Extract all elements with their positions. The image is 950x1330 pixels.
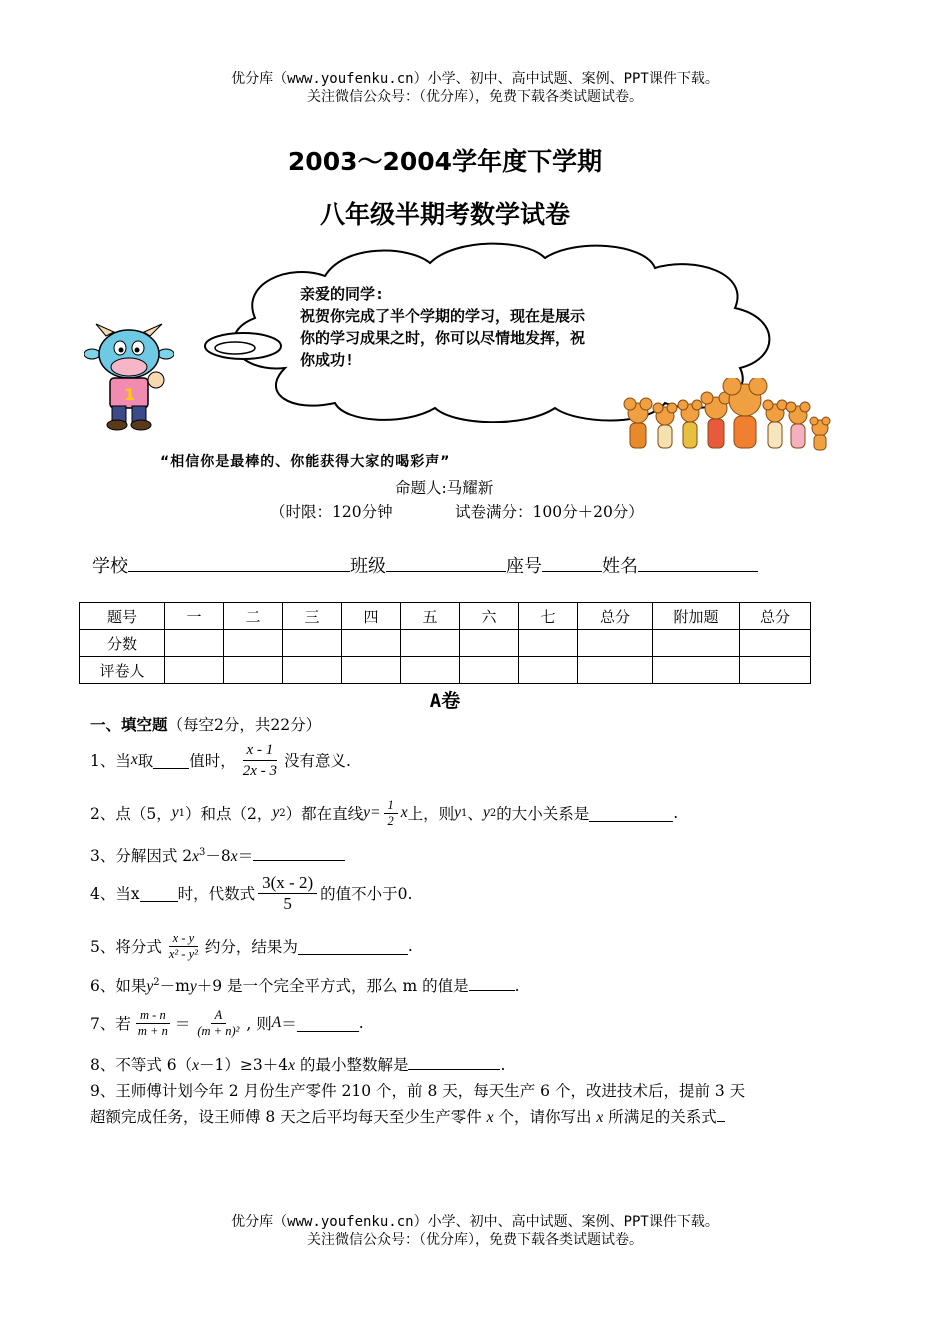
q7-fraction-1 bbox=[134, 1008, 172, 1039]
question-5 bbox=[90, 924, 413, 968]
q7-fraction-2 bbox=[193, 1008, 243, 1039]
table-cell[interactable] bbox=[401, 657, 460, 684]
table-cell[interactable] bbox=[740, 657, 811, 684]
q2-sub2b: 2 bbox=[489, 807, 497, 819]
q2-blank[interactable] bbox=[589, 805, 673, 822]
q1-text-d: 没有意义. bbox=[283, 752, 351, 770]
table-cell[interactable] bbox=[653, 630, 740, 657]
q4-text-a: 4、当x bbox=[90, 885, 140, 903]
q8-x2: x bbox=[288, 1057, 296, 1074]
mice-family-image bbox=[620, 378, 835, 460]
q2-sub1b: 1 bbox=[461, 807, 468, 819]
motto: “相信你是最棒的、你能获得大家的喝彩声” bbox=[160, 454, 451, 470]
q9-text-c: 所满足的关系式 bbox=[603, 1108, 717, 1126]
q3-text-c: ＝ bbox=[237, 847, 254, 865]
q8-text-b: －1）≥3＋4 bbox=[199, 1056, 289, 1074]
q8-end: . bbox=[500, 1056, 506, 1074]
q7-blank[interactable] bbox=[297, 1015, 359, 1032]
cloud-line-3: 你成功! bbox=[300, 351, 355, 369]
exam-title-line-2: 八年级半期考数学试卷 bbox=[319, 200, 570, 229]
q4-numerator: 3(x - 2) bbox=[258, 873, 317, 894]
q4-blank[interactable] bbox=[140, 885, 178, 902]
q3-x: x bbox=[192, 848, 200, 865]
q1-text-c: 值时， bbox=[189, 752, 236, 770]
table-header-cell: 总分 bbox=[578, 603, 653, 630]
q1-blank[interactable] bbox=[153, 752, 189, 769]
q7-denominator-1: m + n bbox=[137, 1023, 168, 1038]
table-row bbox=[80, 657, 811, 684]
question-9-line-2 bbox=[90, 1105, 725, 1127]
table-header-cell: 五 bbox=[401, 603, 460, 630]
school-label: 学校 bbox=[92, 556, 128, 577]
table-cell[interactable] bbox=[165, 657, 224, 684]
q2-text-k: 的大小关系是 bbox=[496, 805, 590, 823]
table-cell[interactable] bbox=[224, 630, 283, 657]
table-cell[interactable] bbox=[342, 630, 401, 657]
class-label: 班级 bbox=[350, 556, 386, 577]
q8-blank[interactable] bbox=[408, 1053, 500, 1070]
table-cell[interactable] bbox=[460, 630, 519, 657]
q9-text-a: 超额完成任务，设王师傅 8 天之后平均每天至少生产零件 bbox=[90, 1108, 487, 1126]
header-line-2: 关注微信公众号：（优分库），免费下载各类试题试卷。 bbox=[307, 89, 643, 105]
q2-x: x bbox=[400, 804, 408, 821]
table-cell[interactable] bbox=[342, 657, 401, 684]
table-header-cell: 三 bbox=[283, 603, 342, 630]
table-cell[interactable] bbox=[578, 657, 653, 684]
table-cell[interactable] bbox=[519, 630, 578, 657]
question-6 bbox=[90, 974, 520, 996]
table-cell[interactable] bbox=[283, 630, 342, 657]
q6-text-c: ＋9 是一个完全平方式，那么 m 的值是 bbox=[196, 977, 469, 995]
q6-text-a: 6、如果 bbox=[90, 977, 147, 995]
seat-label: 座号 bbox=[506, 556, 542, 577]
question-2 bbox=[90, 792, 678, 834]
q7-equals: ＝ bbox=[174, 1015, 191, 1033]
q2-numerator: 1 bbox=[384, 798, 398, 814]
table-row bbox=[80, 630, 811, 657]
q2-y1: y bbox=[171, 804, 179, 821]
table-cell[interactable] bbox=[401, 630, 460, 657]
score-table bbox=[79, 602, 811, 684]
q7-numerator-2: A bbox=[211, 1008, 227, 1024]
q5-blank[interactable] bbox=[298, 938, 408, 955]
section-a-heading: A卷 bbox=[429, 690, 461, 712]
name-field[interactable] bbox=[638, 555, 758, 572]
q3-text-a: 3、分解因式 2 bbox=[90, 847, 193, 865]
q9-x2: x bbox=[596, 1109, 604, 1126]
table-cell[interactable] bbox=[224, 657, 283, 684]
q6-end: . bbox=[514, 977, 520, 995]
cloud-line-2: 你的学习成果之时，你可以尽情地发挥，祝 bbox=[300, 329, 586, 347]
cloud-line-1: 祝贺你完成了半个学期的学习，现在是展示 bbox=[300, 307, 586, 325]
question-9-line-1: 9、王师傅计划今年 2 月份生产零件 210 个，前 8 天，每天生产 6 个，改进技术后，提前 3 天 bbox=[90, 1082, 746, 1100]
q5-text-a: 5、将分式 bbox=[90, 938, 162, 956]
q4-text-c: 的值不小于0. bbox=[320, 885, 413, 903]
q5-text-b: 约分，结果为 bbox=[204, 938, 298, 956]
seat-field[interactable] bbox=[542, 555, 602, 572]
table-cell[interactable] bbox=[460, 657, 519, 684]
q5-denominator: x² - y² bbox=[168, 946, 198, 961]
q2-fraction bbox=[384, 798, 398, 829]
table-header-row bbox=[80, 603, 811, 630]
part-1-title: 一、填空题 bbox=[90, 716, 168, 734]
q2-sep: 、 bbox=[467, 805, 483, 823]
q1-text-a: 1、当 bbox=[90, 752, 131, 770]
q2-text-b: ）和点（2， bbox=[185, 805, 273, 823]
q8-x: x bbox=[192, 1057, 200, 1074]
student-info-row bbox=[92, 552, 758, 578]
table-header-cell: 四 bbox=[342, 603, 401, 630]
q9-text-b: 个，请你写出 bbox=[493, 1108, 597, 1126]
q7-end: . bbox=[358, 1014, 364, 1032]
q4-fraction bbox=[258, 873, 317, 914]
table-cell[interactable] bbox=[653, 657, 740, 684]
q9-blank[interactable] bbox=[717, 1105, 725, 1122]
name-label: 姓名 bbox=[602, 556, 638, 577]
q1-fraction bbox=[239, 740, 281, 781]
q6-text-b: －m bbox=[159, 977, 190, 995]
q9-x: x bbox=[486, 1109, 494, 1126]
footer-line-1: 优分库（www.youfenku.cn）小学、初中、高中试题、案例、PPT课件下载。 bbox=[231, 1214, 719, 1230]
header-line-1: 优分库（www.youfenku.cn）小学、初中、高中试题、案例、PPT课件下载。 bbox=[231, 71, 719, 87]
table-header-cell: 二 bbox=[224, 603, 283, 630]
q2-y2b: y bbox=[482, 804, 490, 821]
cow-mascot-image bbox=[84, 322, 174, 432]
table-cell[interactable] bbox=[519, 657, 578, 684]
q2-sub2: 2 bbox=[279, 807, 286, 819]
table-header-cell: 题号 bbox=[80, 603, 165, 630]
school-field[interactable] bbox=[128, 555, 350, 572]
q7-text-b: , 则 bbox=[246, 1015, 272, 1033]
q7-denominator-2: (m + n)² bbox=[197, 1023, 240, 1038]
question-1 bbox=[90, 738, 351, 782]
exam-title-line-1: 2003～2004学年度下学期 bbox=[287, 147, 603, 176]
table-cell[interactable] bbox=[740, 630, 811, 657]
q1-denominator: 2x - 3 bbox=[242, 762, 277, 779]
q8-text-a: 8、不等式 6（ bbox=[90, 1056, 193, 1074]
row-label: 评卷人 bbox=[80, 657, 165, 684]
q2-yeq: y= bbox=[363, 804, 381, 821]
q6-y: y bbox=[146, 978, 154, 995]
q3-x2: x bbox=[230, 848, 238, 865]
time-limit: （时限：120分钟 bbox=[270, 503, 393, 521]
table-cell[interactable] bbox=[283, 657, 342, 684]
q6-sup: 2 bbox=[153, 976, 160, 988]
q4-text-b: 时，代数式 bbox=[177, 885, 256, 903]
q1-numerator: x - 1 bbox=[243, 740, 278, 761]
question-4 bbox=[90, 870, 412, 916]
q8-text-c: 的最小整数解是 bbox=[295, 1056, 409, 1074]
q3-blank[interactable] bbox=[253, 844, 345, 861]
q4-denominator: 5 bbox=[283, 893, 292, 913]
cloud-greeting: 亲爱的同学: bbox=[300, 285, 385, 303]
table-cell[interactable] bbox=[578, 630, 653, 657]
svg-text:1: 1 bbox=[124, 385, 136, 404]
cloud-bubble-small bbox=[215, 342, 255, 354]
question-3 bbox=[90, 844, 345, 866]
q7-text-a: 7、若 bbox=[90, 1015, 131, 1033]
table-header-cell: 总分 bbox=[740, 603, 811, 630]
q2-denominator: 2 bbox=[387, 813, 394, 828]
q7-numerator-1: m - n bbox=[136, 1008, 170, 1024]
q2-y1b: y bbox=[454, 804, 462, 821]
author: 命题人:马耀新 bbox=[395, 479, 494, 497]
q3-text-b: －8 bbox=[205, 847, 231, 865]
q2-text-a: 2、点（5， bbox=[90, 805, 172, 823]
footer-line-2: 关注微信公众号：（优分库），免费下载各类试题试卷。 bbox=[307, 1232, 643, 1248]
q5-end: . bbox=[407, 937, 413, 955]
full-score: 试卷满分：100分＋20分） bbox=[455, 503, 644, 521]
q1-text-b: 取 bbox=[137, 752, 154, 770]
table-header-cell: 六 bbox=[460, 603, 519, 630]
q2-y2: y bbox=[272, 804, 280, 821]
table-header-cell: 一 bbox=[165, 603, 224, 630]
q1-var: x bbox=[130, 751, 138, 768]
q3-sup: 3 bbox=[199, 846, 206, 858]
table-cell[interactable] bbox=[165, 630, 224, 657]
q5-numerator: x - y bbox=[169, 931, 199, 947]
q2-text-e: 上，则 bbox=[407, 805, 455, 823]
q6-y2: y bbox=[189, 978, 197, 995]
q5-fraction bbox=[165, 931, 202, 962]
class-field[interactable] bbox=[386, 555, 506, 572]
q2-sub1: 1 bbox=[178, 807, 185, 819]
q7-text-c: ＝ bbox=[281, 1015, 297, 1033]
q7-var-a: A bbox=[271, 1014, 282, 1031]
table-header-cell: 七 bbox=[519, 603, 578, 630]
question-8 bbox=[90, 1053, 505, 1075]
table-header-cell: 附加题 bbox=[653, 603, 740, 630]
part-1-heading bbox=[90, 713, 321, 735]
q6-blank[interactable] bbox=[469, 974, 515, 991]
part-1-note: （每空2分，共22分） bbox=[167, 716, 322, 734]
q2-end: . bbox=[673, 804, 679, 822]
q2-text-c: ）都在直线 bbox=[285, 805, 364, 823]
question-7 bbox=[90, 1000, 364, 1046]
row-label: 分数 bbox=[80, 630, 165, 657]
